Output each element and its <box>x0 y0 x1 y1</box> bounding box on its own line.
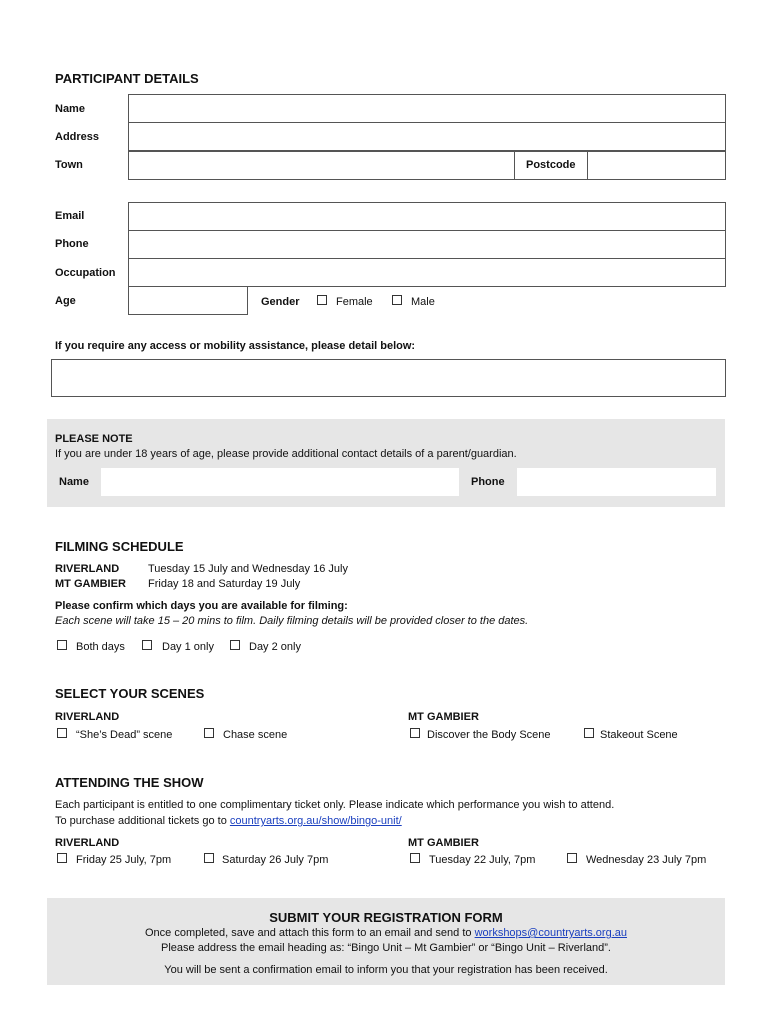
filming-dates-riverland: Tuesday 15 July and Wednesday 16 July <box>148 563 348 575</box>
gender-label: Gender <box>261 296 300 308</box>
stakeout-checkbox[interactable] <box>584 728 594 738</box>
email-label: Email <box>55 210 85 222</box>
discover-body-checkbox[interactable] <box>410 728 420 738</box>
access-field[interactable] <box>51 359 726 397</box>
address-field[interactable] <box>128 122 726 151</box>
filming-dates-mtgambier: Friday 18 and Saturday 19 July <box>148 578 301 590</box>
tickets-link[interactable]: countryarts.org.au/show/bingo-unit/ <box>229 815 402 827</box>
show-line2-prefix: To purchase additional tickets go to <box>55 815 227 827</box>
scenes-heading: SELECT YOUR SCENES <box>55 686 205 701</box>
submit-line2: Please address the email heading as: “Bingo Unit – Mt Gambier” or “Bingo Unit – Riverland”. <box>161 942 611 954</box>
submit-line1-prefix: Once completed, save and attach this form to an email and send to <box>145 927 472 939</box>
discover-body-label: Discover the Body Scene <box>427 729 551 741</box>
guardian-name-label: Name <box>59 476 89 488</box>
show-line1: Each participant is entitled to one complimentary ticket only. Please indicate which performance you wish to attend. <box>55 799 615 811</box>
wed-23-checkbox[interactable] <box>567 853 577 863</box>
email-field[interactable] <box>128 202 726 231</box>
guardian-phone-field[interactable] <box>517 468 716 496</box>
phone-label: Phone <box>55 238 89 250</box>
male-label: Male <box>411 296 435 308</box>
sat-26-label: Saturday 26 July 7pm <box>222 854 329 866</box>
scenes-riverland-label: RIVERLAND <box>55 711 120 723</box>
sat-26-checkbox[interactable] <box>204 853 214 863</box>
shes-dead-checkbox[interactable] <box>57 728 67 738</box>
name-field[interactable] <box>128 94 726 123</box>
tue-22-checkbox[interactable] <box>410 853 420 863</box>
guardian-name-field[interactable] <box>101 468 459 496</box>
show-line2 <box>55 815 402 827</box>
tue-22-label: Tuesday 22 July, 7pm <box>429 854 536 866</box>
participant-heading: PARTICIPANT DETAILS <box>55 71 199 86</box>
shes-dead-label: “She’s Dead” scene <box>76 729 173 741</box>
submit-line1 <box>47 927 725 939</box>
stakeout-label: Stakeout Scene <box>600 729 678 741</box>
note-text: If you are under 18 years of age, please provide additional contact details of a parent/guardian. <box>55 448 517 460</box>
female-checkbox[interactable] <box>317 295 327 305</box>
name-label: Name <box>55 103 85 115</box>
submit-line3: You will be sent a confirmation email to inform you that your registration has been received. <box>164 964 608 976</box>
occupation-field[interactable] <box>128 258 726 287</box>
filming-confirm: Please confirm which days you are available for filming: <box>55 600 348 612</box>
show-heading: ATTENDING THE SHOW <box>55 775 204 790</box>
phone-field[interactable] <box>128 230 726 259</box>
chase-label: Chase scene <box>223 729 288 741</box>
postcode-field[interactable] <box>587 151 726 180</box>
day1-label: Day 1 only <box>162 641 214 653</box>
both-days-checkbox[interactable] <box>57 640 67 650</box>
wed-23-label: Wednesday 23 July 7pm <box>586 854 707 866</box>
age-label: Age <box>55 295 76 307</box>
female-label: Female <box>336 296 373 308</box>
note-title: PLEASE NOTE <box>55 433 133 445</box>
postcode-label: Postcode <box>526 159 576 171</box>
day2-checkbox[interactable] <box>230 640 240 650</box>
fri-25-checkbox[interactable] <box>57 853 67 863</box>
day1-checkbox[interactable] <box>142 640 152 650</box>
address-label: Address <box>55 131 100 143</box>
both-days-label: Both days <box>76 641 125 653</box>
filming-note: Each scene will take 15 – 20 mins to film. Daily filming details will be provided closer to the dates. <box>55 615 529 627</box>
submit-email-link[interactable]: workshops@countryarts.org.au <box>474 927 627 939</box>
access-label: If you require any access or mobility assistance, please detail below: <box>55 340 416 352</box>
scenes-mtgambier-label: MT GAMBIER <box>408 711 479 723</box>
town-field[interactable] <box>128 151 515 180</box>
fri-25-label: Friday 25 July, 7pm <box>76 854 172 866</box>
occupation-label: Occupation <box>55 267 116 279</box>
age-field[interactable] <box>128 286 248 315</box>
filming-place-mtgambier: MT GAMBIER <box>55 578 126 590</box>
male-checkbox[interactable] <box>392 295 402 305</box>
filming-heading: FILMING SCHEDULE <box>55 539 184 554</box>
show-mtgambier-label: MT GAMBIER <box>408 837 479 849</box>
day2-label: Day 2 only <box>249 641 301 653</box>
guardian-phone-label: Phone <box>471 476 505 488</box>
chase-checkbox[interactable] <box>204 728 214 738</box>
submit-heading: SUBMIT YOUR REGISTRATION FORM <box>269 910 503 925</box>
town-label: Town <box>55 159 83 171</box>
filming-place-riverland: RIVERLAND <box>55 563 120 575</box>
show-riverland-label: RIVERLAND <box>55 837 120 849</box>
